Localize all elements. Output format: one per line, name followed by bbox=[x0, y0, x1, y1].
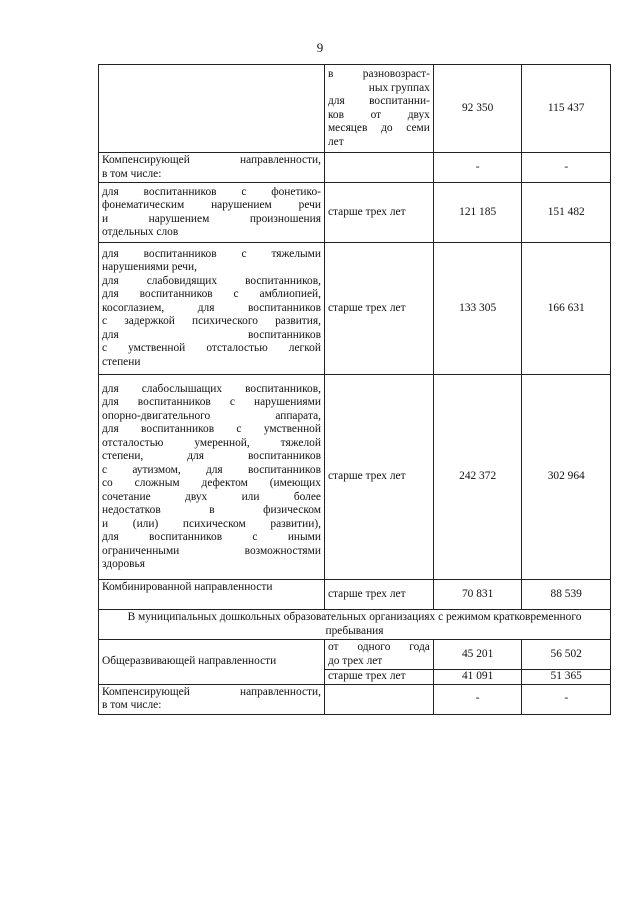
table-row bbox=[99, 65, 611, 153]
category-line: ограниченными возможностями bbox=[102, 544, 321, 557]
value-cell: 41 091 bbox=[433, 670, 522, 685]
age-cell bbox=[324, 684, 433, 714]
value-cell: 166 631 bbox=[522, 243, 611, 375]
value-cell: 56 502 bbox=[522, 640, 611, 670]
value-cell: 151 482 bbox=[522, 183, 611, 243]
age-cell: старше трех лет bbox=[324, 375, 433, 580]
table-row bbox=[99, 610, 611, 640]
category-line: здоровья bbox=[102, 558, 145, 570]
category-line: для слабовидящих воспитанников, bbox=[102, 274, 321, 287]
value-cell: 133 305 bbox=[433, 243, 522, 375]
category-line: для воспитанников с иными bbox=[102, 531, 321, 543]
category-line: и (или) психическом развитии), bbox=[102, 517, 321, 530]
value-cell: 115 437 bbox=[522, 65, 611, 153]
section-heading: В муниципальных дошкольных образовательных организациях с режимом кратковременного пребывания bbox=[99, 610, 611, 640]
category-line: с аутизмом, для воспитанников bbox=[102, 463, 321, 476]
table-row bbox=[99, 153, 611, 183]
category-line: отдельных слов bbox=[102, 226, 179, 238]
category-line: Компенсирующей направленности, bbox=[102, 154, 321, 166]
table-row bbox=[99, 580, 611, 610]
category-line: сочетание двух или более bbox=[102, 490, 321, 503]
value-cell: 302 964 bbox=[522, 375, 611, 580]
age-cell: старше трех лет bbox=[324, 670, 433, 685]
category-cell bbox=[99, 243, 325, 375]
category-line: для воспитанников с нарушениями bbox=[102, 396, 321, 408]
category-line: недостатков в физическом bbox=[102, 504, 321, 516]
category-line: для воспитанников с умственной bbox=[102, 423, 321, 435]
category-line: для воспитанников с фонетико- bbox=[102, 185, 321, 198]
value-cell: 51 365 bbox=[522, 670, 611, 685]
age-cell bbox=[324, 65, 433, 153]
category-line: отсталостью умеренной, тяжелой bbox=[102, 436, 321, 449]
category-line: со сложным дефектом (имеющих bbox=[102, 477, 321, 489]
category-cell bbox=[99, 375, 325, 580]
category-line: для воспитанников с амблиопией, bbox=[102, 288, 321, 301]
page-number: 9 bbox=[316, 40, 324, 55]
age-cell bbox=[324, 640, 433, 670]
category-cell bbox=[99, 153, 325, 183]
age-cell: старше трех лет bbox=[324, 580, 433, 610]
category-line: с задержкой психического развития, bbox=[102, 315, 321, 328]
category-cell bbox=[99, 580, 325, 610]
category-line: в том числе: bbox=[102, 167, 162, 180]
category-cell bbox=[99, 640, 325, 685]
cost-table bbox=[98, 64, 611, 715]
value-cell: - bbox=[522, 153, 611, 183]
category-line: в том числе: bbox=[102, 699, 162, 711]
category-label: Комбинированной направленности bbox=[102, 581, 273, 593]
category-line: Компенсирующей направленности, bbox=[102, 685, 321, 698]
table-row bbox=[99, 375, 611, 580]
age-line: ков от двух bbox=[327, 108, 430, 121]
value-cell: 88 539 bbox=[522, 580, 611, 610]
table-row bbox=[99, 640, 611, 670]
category-line: косоглазием, для воспитанников bbox=[102, 301, 321, 314]
table-row bbox=[99, 684, 611, 714]
age-line: от одного года bbox=[327, 641, 430, 653]
value-cell: 45 201 bbox=[433, 640, 522, 670]
value-cell: 242 372 bbox=[433, 375, 522, 580]
category-line: нарушениями речи, bbox=[102, 261, 197, 274]
value-cell: 92 350 bbox=[433, 65, 522, 153]
value-cell: 70 831 bbox=[433, 580, 522, 610]
category-line: степени bbox=[102, 355, 141, 368]
category-line: для слабослышащих воспитанников, bbox=[102, 382, 321, 395]
category-line: с умственной отсталостью легкой bbox=[102, 342, 321, 355]
value-cell: - bbox=[433, 153, 522, 183]
category-cell bbox=[99, 183, 325, 243]
value-cell: - bbox=[522, 684, 611, 714]
category-line: для воспитанников с тяжелыми bbox=[102, 247, 321, 260]
age-line: для воспитанни- bbox=[327, 95, 430, 107]
age-line: до трех лет bbox=[327, 654, 383, 667]
age-cell: старше трех лет bbox=[324, 183, 433, 243]
age-cell bbox=[324, 153, 433, 183]
category-line: фонематическим нарушением речи bbox=[102, 199, 321, 211]
category-line: степени, для воспитанников bbox=[102, 450, 321, 462]
value-cell: - bbox=[433, 684, 522, 714]
table-row bbox=[99, 243, 611, 375]
age-line: лет bbox=[327, 135, 344, 148]
age-line: месяцев до семи bbox=[327, 122, 430, 134]
age-line: в разновозраст- bbox=[327, 68, 430, 80]
category-cell bbox=[99, 65, 325, 153]
category-line: опорно-двигательного аппарата, bbox=[102, 409, 321, 422]
table-row bbox=[99, 183, 611, 243]
category-line: для воспитанников bbox=[102, 328, 321, 341]
category-line: и нарушением произношения bbox=[102, 212, 321, 225]
age-cell: старше трех лет bbox=[324, 243, 433, 375]
category-label: Общеразвивающей направленности bbox=[102, 655, 277, 667]
age-line: ных группах bbox=[368, 81, 430, 94]
value-cell: 121 185 bbox=[433, 183, 522, 243]
category-cell bbox=[99, 684, 325, 714]
